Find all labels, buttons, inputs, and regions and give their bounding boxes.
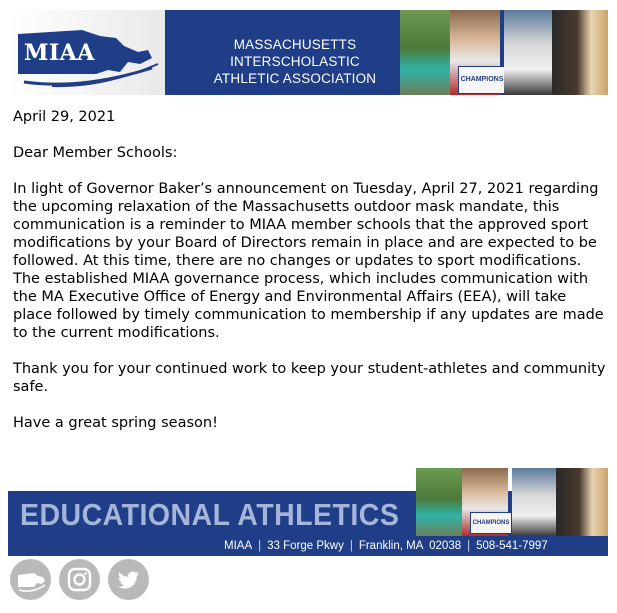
instagram-icon[interactable]	[59, 559, 100, 600]
champions-sign	[470, 512, 512, 534]
champions-sign-text: CHAMPIONS	[472, 520, 510, 526]
athlete-photo	[416, 468, 462, 536]
champions-sign-text: CHAMPIONS	[460, 76, 504, 83]
athlete-photo-strip	[400, 10, 608, 95]
header-banner	[8, 10, 608, 95]
association-name	[180, 36, 410, 87]
separator: |	[349, 540, 353, 552]
athlete-photo	[512, 468, 556, 536]
athlete-photo	[400, 10, 450, 95]
letter-salutation: Dear Member Schools:	[13, 145, 178, 161]
letter-closing: Have a great spring season!	[13, 415, 218, 431]
educational-athletics-title: EDUCATIONAL ATHLETICS	[20, 497, 400, 532]
miaa-map-icon[interactable]	[10, 559, 51, 600]
footer-banner	[8, 468, 608, 556]
twitter-icon[interactable]	[108, 559, 149, 600]
contact-org: MIAA	[224, 540, 253, 552]
contact-city: Franklin, MA 02038	[358, 540, 462, 552]
contact-phone[interactable]: 508-541-7997	[476, 540, 548, 552]
athlete-photo	[504, 10, 552, 95]
contact-line	[224, 540, 604, 552]
footer-photo-strip	[416, 468, 608, 536]
letter-body	[13, 108, 607, 450]
athlete-photo	[552, 10, 608, 95]
separator: |	[258, 540, 262, 552]
logo-text: MIAA	[24, 40, 95, 66]
letter-paragraph-2: Thank you for your continued work to keep your student-athletes and community safe.	[13, 361, 606, 395]
letter-paragraph-1: In light of Governor Baker’s announcement on Tuesday, April 27, 2021 regarding the upcoming relaxation of the Massachusetts outdoor mask mandate, this communication is a reminder to MIAA member schools that the approved sport modifications by your Board of Directors remain in place and are expected to be followed. At this time, there are no changes or updates to sport modifications. The established MIAA governance process, which includes communication with the MA Executive Office of Energy and Environmental Affairs (EEA), will take place followed by timely communication to membership if any updates are made to the current modifications.	[13, 181, 604, 341]
champions-sign	[458, 66, 506, 94]
letter-date: April 29, 2021	[13, 109, 116, 125]
athlete-photo	[556, 468, 608, 536]
association-line-2: ATHLETIC ASSOCIATION	[213, 71, 377, 86]
separator: |	[467, 540, 471, 552]
miaa-logo[interactable]	[8, 10, 165, 95]
contact-address: 33 Forge Pkwy	[267, 540, 344, 552]
association-line-1: MASSACHUSETTS INTERSCHOLASTIC	[230, 37, 360, 69]
